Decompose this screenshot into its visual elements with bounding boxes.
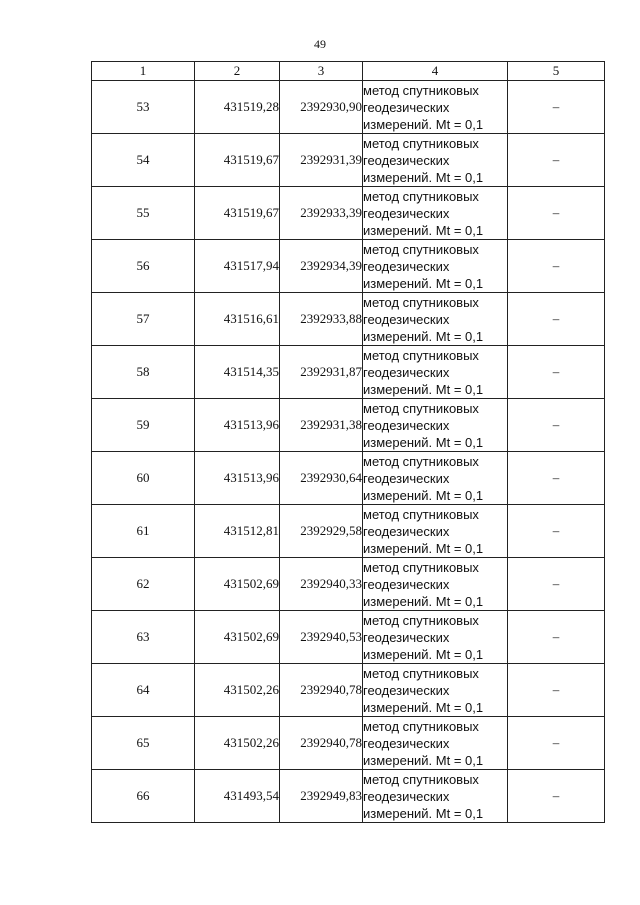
y-coordinate-cell: 2392931,38 bbox=[280, 399, 363, 452]
method-line: геодезических bbox=[363, 523, 450, 539]
note-cell: – bbox=[508, 452, 605, 505]
header-col-2: 2 bbox=[195, 62, 280, 81]
method-cell bbox=[363, 717, 508, 770]
table-row bbox=[92, 664, 605, 717]
method-line: метод спутниковых bbox=[363, 347, 479, 363]
method-line: измерений. Mt = 0,1 bbox=[363, 381, 484, 397]
note-cell: – bbox=[508, 717, 605, 770]
method-line: измерений. Mt = 0,1 bbox=[363, 593, 484, 609]
point-number-cell: 55 bbox=[92, 187, 195, 240]
method-line: геодезических bbox=[363, 629, 450, 645]
method-line: измерений. Mt = 0,1 bbox=[363, 487, 484, 503]
point-number-cell: 63 bbox=[92, 611, 195, 664]
x-coordinate-cell: 431519,67 bbox=[195, 187, 280, 240]
y-coordinate-cell: 2392930,64 bbox=[280, 452, 363, 505]
point-number-cell: 57 bbox=[92, 293, 195, 346]
note-cell: – bbox=[508, 346, 605, 399]
note-cell: – bbox=[508, 770, 605, 823]
method-line: геодезических bbox=[363, 311, 450, 327]
method-line: геодезических bbox=[363, 576, 450, 592]
y-coordinate-cell: 2392940,33 bbox=[280, 558, 363, 611]
point-number-cell: 66 bbox=[92, 770, 195, 823]
point-number-cell: 60 bbox=[92, 452, 195, 505]
method-line: метод спутниковых bbox=[363, 506, 479, 522]
point-number-cell: 56 bbox=[92, 240, 195, 293]
method-line: геодезических bbox=[363, 735, 450, 751]
method-cell bbox=[363, 664, 508, 717]
x-coordinate-cell: 431502,26 bbox=[195, 717, 280, 770]
method-line: метод спутниковых bbox=[363, 188, 479, 204]
x-coordinate-cell: 431517,94 bbox=[195, 240, 280, 293]
y-coordinate-cell: 2392940,78 bbox=[280, 664, 363, 717]
method-line: геодезических bbox=[363, 364, 450, 380]
method-line: метод спутниковых bbox=[363, 294, 479, 310]
y-coordinate-cell: 2392934,39 bbox=[280, 240, 363, 293]
method-line: метод спутниковых bbox=[363, 665, 479, 681]
table-row bbox=[92, 293, 605, 346]
point-number-cell: 58 bbox=[92, 346, 195, 399]
x-coordinate-cell: 431502,26 bbox=[195, 664, 280, 717]
y-coordinate-cell: 2392940,78 bbox=[280, 717, 363, 770]
method-cell bbox=[363, 81, 508, 134]
method-line: геодезических bbox=[363, 99, 450, 115]
y-coordinate-cell: 2392931,87 bbox=[280, 346, 363, 399]
table-row bbox=[92, 399, 605, 452]
method-cell bbox=[363, 558, 508, 611]
method-line: измерений. Mt = 0,1 bbox=[363, 752, 484, 768]
y-coordinate-cell: 2392933,88 bbox=[280, 293, 363, 346]
y-coordinate-cell: 2392930,90 bbox=[280, 81, 363, 134]
x-coordinate-cell: 431514,35 bbox=[195, 346, 280, 399]
table-row bbox=[92, 240, 605, 293]
method-line: метод спутниковых bbox=[363, 82, 479, 98]
table-row bbox=[92, 134, 605, 187]
method-cell bbox=[363, 240, 508, 293]
table-row bbox=[92, 505, 605, 558]
method-line: метод спутниковых bbox=[363, 400, 479, 416]
point-number-cell: 65 bbox=[92, 717, 195, 770]
note-cell: – bbox=[508, 399, 605, 452]
table-row bbox=[92, 187, 605, 240]
table-row bbox=[92, 717, 605, 770]
x-coordinate-cell: 431513,96 bbox=[195, 452, 280, 505]
x-coordinate-cell: 431519,67 bbox=[195, 134, 280, 187]
method-line: метод спутниковых bbox=[363, 771, 479, 787]
table-row bbox=[92, 346, 605, 399]
table-row bbox=[92, 81, 605, 134]
method-line: измерений. Mt = 0,1 bbox=[363, 434, 484, 450]
header-col-1: 1 bbox=[92, 62, 195, 81]
method-cell bbox=[363, 452, 508, 505]
method-line: измерений. Mt = 0,1 bbox=[363, 116, 484, 132]
y-coordinate-cell: 2392929,58 bbox=[280, 505, 363, 558]
method-line: измерений. Mt = 0,1 bbox=[363, 169, 484, 185]
method-cell bbox=[363, 293, 508, 346]
point-number-cell: 53 bbox=[92, 81, 195, 134]
method-line: геодезических bbox=[363, 152, 450, 168]
note-cell: – bbox=[508, 558, 605, 611]
note-cell: – bbox=[508, 134, 605, 187]
page-number: 49 bbox=[314, 37, 326, 51]
note-cell: – bbox=[508, 81, 605, 134]
x-coordinate-cell: 431502,69 bbox=[195, 611, 280, 664]
method-cell bbox=[363, 399, 508, 452]
method-line: геодезических bbox=[363, 470, 450, 486]
method-line: метод спутниковых bbox=[363, 612, 479, 628]
coordinates-table bbox=[91, 61, 605, 823]
x-coordinate-cell: 431519,28 bbox=[195, 81, 280, 134]
note-cell: – bbox=[508, 240, 605, 293]
method-cell bbox=[363, 505, 508, 558]
note-cell: – bbox=[508, 611, 605, 664]
point-number-cell: 64 bbox=[92, 664, 195, 717]
method-line: геодезических bbox=[363, 205, 450, 221]
method-line: метод спутниковых bbox=[363, 453, 479, 469]
note-cell: – bbox=[508, 505, 605, 558]
point-number-cell: 54 bbox=[92, 134, 195, 187]
y-coordinate-cell: 2392933,39 bbox=[280, 187, 363, 240]
method-line: метод спутниковых bbox=[363, 241, 479, 257]
method-cell bbox=[363, 770, 508, 823]
y-coordinate-cell: 2392931,39 bbox=[280, 134, 363, 187]
method-line: измерений. Mt = 0,1 bbox=[363, 646, 484, 662]
header-col-5: 5 bbox=[508, 62, 605, 81]
method-line: метод спутниковых bbox=[363, 559, 479, 575]
note-cell: – bbox=[508, 187, 605, 240]
header-col-4: 4 bbox=[363, 62, 508, 81]
method-line: измерений. Mt = 0,1 bbox=[363, 328, 484, 344]
method-line: измерений. Mt = 0,1 bbox=[363, 805, 484, 821]
method-cell bbox=[363, 134, 508, 187]
method-cell bbox=[363, 187, 508, 240]
table-header-row bbox=[92, 62, 605, 81]
point-number-cell: 59 bbox=[92, 399, 195, 452]
method-line: измерений. Mt = 0,1 bbox=[363, 540, 484, 556]
note-cell: – bbox=[508, 293, 605, 346]
method-line: измерений. Mt = 0,1 bbox=[363, 222, 484, 238]
y-coordinate-cell: 2392949,83 bbox=[280, 770, 363, 823]
method-line: геодезических bbox=[363, 258, 450, 274]
x-coordinate-cell: 431512,81 bbox=[195, 505, 280, 558]
table-row bbox=[92, 558, 605, 611]
point-number-cell: 62 bbox=[92, 558, 195, 611]
method-line: геодезических bbox=[363, 417, 450, 433]
method-cell bbox=[363, 611, 508, 664]
method-line: метод спутниковых bbox=[363, 718, 479, 734]
x-coordinate-cell: 431513,96 bbox=[195, 399, 280, 452]
method-line: измерений. Mt = 0,1 bbox=[363, 699, 484, 715]
method-cell bbox=[363, 346, 508, 399]
method-line: геодезических bbox=[363, 682, 450, 698]
x-coordinate-cell: 431502,69 bbox=[195, 558, 280, 611]
method-line: метод спутниковых bbox=[363, 135, 479, 151]
table-row bbox=[92, 770, 605, 823]
point-number-cell: 61 bbox=[92, 505, 195, 558]
table-row bbox=[92, 611, 605, 664]
method-line: измерений. Mt = 0,1 bbox=[363, 275, 484, 291]
table-body bbox=[92, 81, 605, 823]
header-col-3: 3 bbox=[280, 62, 363, 81]
x-coordinate-cell: 431493,54 bbox=[195, 770, 280, 823]
y-coordinate-cell: 2392940,53 bbox=[280, 611, 363, 664]
x-coordinate-cell: 431516,61 bbox=[195, 293, 280, 346]
note-cell: – bbox=[508, 664, 605, 717]
method-line: геодезических bbox=[363, 788, 450, 804]
table-row bbox=[92, 452, 605, 505]
